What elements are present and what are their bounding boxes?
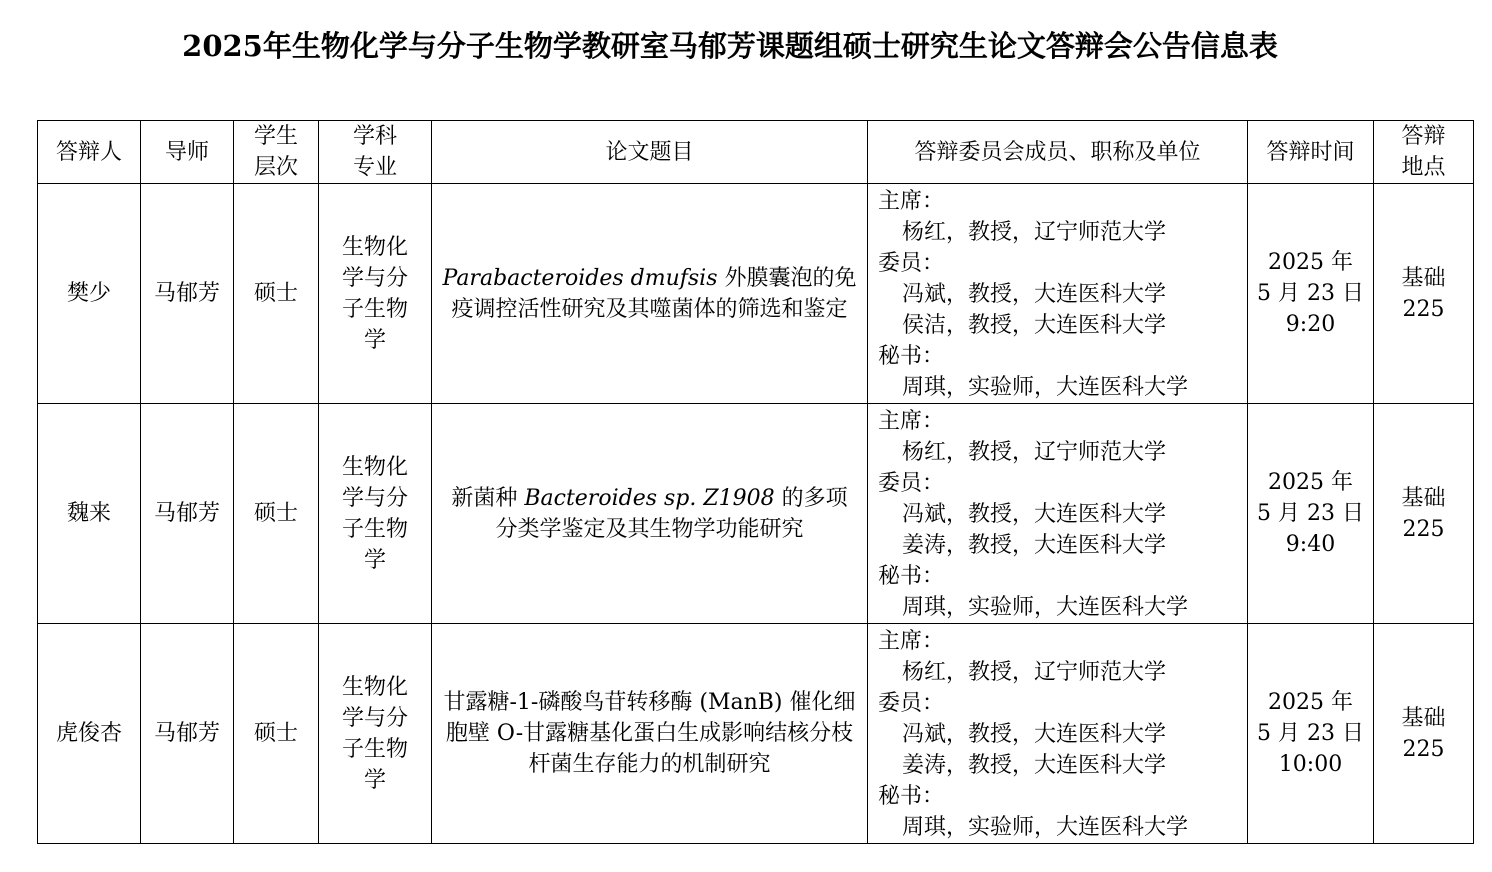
thesis-text: 外膜囊泡的免疫调控活性研究及其噬菌体的筛选和鉴定 xyxy=(451,265,857,322)
major-line: 生物化 xyxy=(341,454,408,480)
place-cell xyxy=(1374,624,1474,844)
major-line: 生物化 xyxy=(341,234,408,260)
time-year: 2025 年 xyxy=(1268,250,1353,275)
major-cell xyxy=(319,404,432,624)
secretary-label: 秘书： xyxy=(878,564,945,589)
secretary-member: 周琪，实验师，大连医科大学 xyxy=(902,595,1189,620)
secretary-member: 周琪，实验师，大连医科大学 xyxy=(902,375,1189,400)
header-place xyxy=(1374,121,1474,184)
committee-cell xyxy=(868,624,1248,844)
major-line: 子生物 xyxy=(341,296,408,322)
members-label: 委员： xyxy=(878,471,945,496)
header-defender: 答辩人 xyxy=(38,121,141,184)
time-year: 2025 年 xyxy=(1268,470,1353,495)
place-building: 基础 xyxy=(1401,705,1446,731)
header-level-line2: 层次 xyxy=(253,155,298,180)
chair-label: 主席： xyxy=(878,409,945,434)
header-time: 答辩时间 xyxy=(1248,121,1374,184)
defender-cell: 魏来 xyxy=(38,404,141,624)
secretary-label: 秘书： xyxy=(878,784,945,809)
header-place-line1: 答辩 xyxy=(1401,124,1446,149)
major-line: 学与分 xyxy=(341,265,408,291)
advisor-cell: 马郁芳 xyxy=(141,624,234,844)
thesis-species-name: Parabacteroides dmufsis xyxy=(442,265,718,291)
defender-cell: 樊少 xyxy=(38,184,141,404)
time-cell xyxy=(1248,624,1374,844)
advisor-cell: 马郁芳 xyxy=(141,404,234,624)
time-cell xyxy=(1248,404,1374,624)
defender-cell: 虎俊杏 xyxy=(38,624,141,844)
major-line: 子生物 xyxy=(341,516,408,542)
table-row xyxy=(38,184,1474,404)
major-cell xyxy=(319,624,432,844)
major-line: 子生物 xyxy=(341,736,408,762)
defense-info-table xyxy=(37,120,1474,844)
header-level xyxy=(234,121,319,184)
place-cell xyxy=(1374,404,1474,624)
major-line: 学 xyxy=(363,547,386,573)
thesis-prefix: 甘露糖-1-磷酸鸟苷转移酶 (ManB) 催化细胞壁 O-甘露糖基化蛋白生成影响结核分枝杆菌生存能力的机制研究 xyxy=(443,690,856,777)
header-level-line1: 学生 xyxy=(253,124,298,149)
place-building: 基础 xyxy=(1401,265,1446,291)
committee-member: 姜涛，教授，大连医科大学 xyxy=(902,753,1167,778)
level-cell: 硕士 xyxy=(234,184,319,404)
thesis-text: 的多项分类学鉴定及其生物学功能研究 xyxy=(495,485,848,542)
level-cell: 硕士 xyxy=(234,624,319,844)
committee-cell xyxy=(868,184,1248,404)
header-committee: 答辩委员会成员、职称及单位 xyxy=(868,121,1248,184)
time-cell xyxy=(1248,184,1374,404)
header-advisor: 导师 xyxy=(141,121,234,184)
major-line: 学 xyxy=(363,327,386,353)
chair-member: 杨红，教授，辽宁师范大学 xyxy=(902,220,1167,245)
advisor-cell: 马郁芳 xyxy=(141,184,234,404)
place-room: 225 xyxy=(1402,736,1445,762)
thesis-prefix: 新菌种 xyxy=(451,485,525,511)
major-line: 生物化 xyxy=(341,674,408,700)
chair-label: 主席： xyxy=(878,629,945,654)
committee-member: 冯斌，教授，大连医科大学 xyxy=(902,722,1167,747)
header-major xyxy=(319,121,432,184)
chair-member: 杨红，教授，辽宁师范大学 xyxy=(902,440,1167,465)
committee-member: 姜涛，教授，大连医科大学 xyxy=(902,533,1167,558)
page-title: 2025年生物化学与分子生物学教研室马郁芳课题组硕士研究生论文答辩会公告信息表 xyxy=(182,29,1278,63)
major-cell xyxy=(319,184,432,404)
major-line: 学与分 xyxy=(341,705,408,731)
committee-member: 侯洁，教授，大连医科大学 xyxy=(902,313,1167,338)
time-date: 5 月 23 日 xyxy=(1257,721,1364,746)
committee-member: 冯斌，教授，大连医科大学 xyxy=(902,502,1167,527)
thesis-species-name: Bacteroides sp. Z1908 xyxy=(524,485,775,511)
place-building: 基础 xyxy=(1401,485,1446,511)
members-label: 委员： xyxy=(878,691,945,716)
committee-cell xyxy=(868,404,1248,624)
header-major-line1: 学科 xyxy=(352,124,397,149)
header-thesis: 论文题目 xyxy=(432,121,868,184)
header-major-line2: 专业 xyxy=(352,155,397,180)
secretary-member: 周琪，实验师，大连医科大学 xyxy=(902,815,1189,840)
chair-label: 主席： xyxy=(878,189,945,214)
table-row xyxy=(38,624,1474,844)
major-line: 学 xyxy=(363,767,386,793)
level-cell: 硕士 xyxy=(234,404,319,624)
committee-member: 冯斌，教授，大连医科大学 xyxy=(902,282,1167,307)
table-row xyxy=(38,404,1474,624)
secretary-label: 秘书： xyxy=(878,344,945,369)
header-place-line2: 地点 xyxy=(1401,155,1446,180)
time-year: 2025 年 xyxy=(1268,690,1353,715)
chair-member: 杨红，教授，辽宁师范大学 xyxy=(902,660,1167,685)
table-header-row xyxy=(38,121,1474,184)
thesis-cell xyxy=(432,184,868,404)
place-cell xyxy=(1374,184,1474,404)
time-clock: 9:20 xyxy=(1285,312,1336,337)
major-line: 学与分 xyxy=(341,485,408,511)
members-label: 委员： xyxy=(878,251,945,276)
thesis-cell xyxy=(432,404,868,624)
time-clock: 9:40 xyxy=(1285,532,1336,557)
time-date: 5 月 23 日 xyxy=(1257,281,1364,306)
thesis-cell xyxy=(432,624,868,844)
time-clock: 10:00 xyxy=(1278,752,1343,777)
time-date: 5 月 23 日 xyxy=(1257,501,1364,526)
place-room: 225 xyxy=(1402,516,1445,542)
place-room: 225 xyxy=(1402,296,1445,322)
